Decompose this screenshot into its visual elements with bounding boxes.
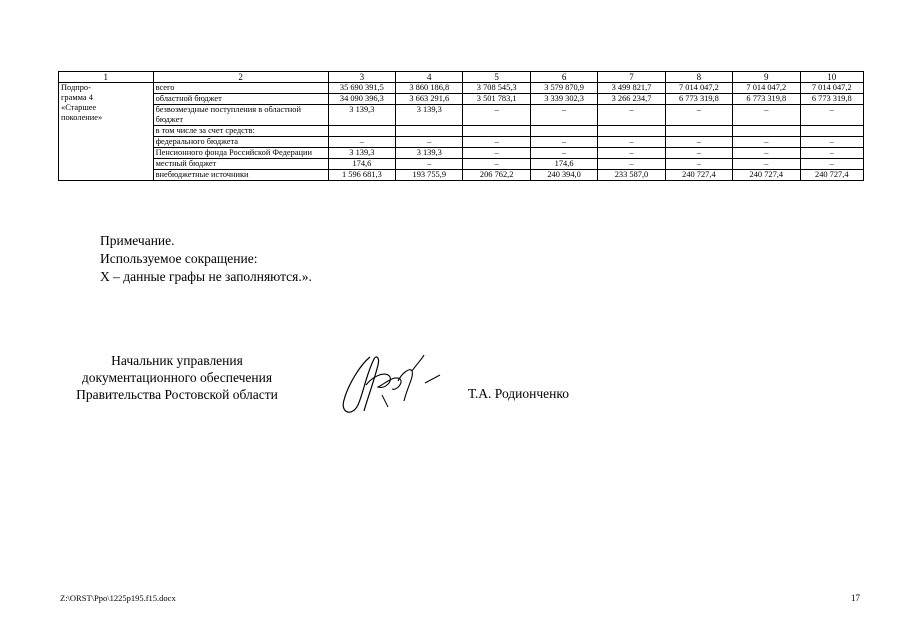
note-abbreviation-x: Х – данные графы не заполняются.». <box>100 269 312 284</box>
value-cell: – <box>800 148 864 159</box>
value-cell: 6 773 319,8 <box>665 94 732 105</box>
column-number-header: 10 <box>800 72 864 83</box>
value-cell: – <box>665 105 732 126</box>
value-cell: 240 727,4 <box>665 170 732 181</box>
value-cell: 6 773 319,8 <box>800 94 864 105</box>
page-number: 17 <box>851 593 860 603</box>
table-row <box>59 126 864 137</box>
program-name-line: грамма 4 <box>61 93 93 102</box>
program-name-line: «Старшее <box>61 103 97 112</box>
budget-table <box>58 71 864 181</box>
position-line: Правительства Ростовской области <box>76 387 278 402</box>
position-line: документационного обеспечения <box>81 370 273 385</box>
funding-source-label: безвозмездные поступления в областной бюджет <box>153 105 328 126</box>
value-cell: 3 139,3 <box>328 148 395 159</box>
value-cell <box>733 126 800 137</box>
value-cell: – <box>598 105 665 126</box>
value-cell: – <box>396 159 463 170</box>
table-row <box>59 148 864 159</box>
value-cell <box>463 126 530 137</box>
signatory-position <box>52 352 302 403</box>
value-cell: 3 139,3 <box>328 105 395 126</box>
value-cell: – <box>463 137 530 148</box>
value-cell: 3 139,3 <box>396 148 463 159</box>
column-number-header: 1 <box>59 72 154 83</box>
column-number-header: 2 <box>153 72 328 83</box>
value-cell: – <box>733 137 800 148</box>
value-cell: – <box>733 105 800 126</box>
program-name-line: Подпро- <box>61 83 91 92</box>
column-number-header: 7 <box>598 72 665 83</box>
value-cell: 1 596 681,3 <box>328 170 395 181</box>
funding-source-label: областной бюджет <box>153 94 328 105</box>
table-row <box>59 105 864 126</box>
value-cell: 3 139,3 <box>396 105 463 126</box>
value-cell: – <box>530 137 597 148</box>
value-cell <box>396 126 463 137</box>
value-cell: – <box>598 159 665 170</box>
funding-source-label: в том числе за счет средств: <box>153 126 328 137</box>
value-cell <box>598 126 665 137</box>
value-cell: – <box>463 159 530 170</box>
value-cell <box>328 126 395 137</box>
column-number-header: 5 <box>463 72 530 83</box>
funding-source-label: внебюджетные источники <box>153 170 328 181</box>
value-cell: 35 690 391,5 <box>328 83 395 94</box>
funding-source-label: местный бюджет <box>153 159 328 170</box>
table-row <box>59 83 864 94</box>
value-cell: – <box>463 105 530 126</box>
value-cell: 3 501 783,1 <box>463 94 530 105</box>
value-cell: 3 499 821,7 <box>598 83 665 94</box>
table-row <box>59 137 864 148</box>
value-cell: – <box>733 148 800 159</box>
value-cell: – <box>598 148 665 159</box>
value-cell: 240 727,4 <box>800 170 864 181</box>
funding-source-label: всего <box>153 83 328 94</box>
value-cell: 3 579 870,9 <box>530 83 597 94</box>
note-abbreviation-intro: Используемое сокращение: <box>100 251 258 266</box>
handwritten-signature <box>330 345 450 425</box>
value-cell: – <box>800 137 864 148</box>
value-cell: 240 727,4 <box>733 170 800 181</box>
column-number-header: 8 <box>665 72 732 83</box>
value-cell: 3 663 291,6 <box>396 94 463 105</box>
column-number-header: 3 <box>328 72 395 83</box>
value-cell: – <box>530 148 597 159</box>
value-cell <box>665 126 732 137</box>
value-cell: 3 860 186,8 <box>396 83 463 94</box>
value-cell: 7 014 047,2 <box>733 83 800 94</box>
value-cell: 7 014 047,2 <box>665 83 732 94</box>
value-cell: 7 014 047,2 <box>800 83 864 94</box>
note-title: Примечание. <box>100 233 175 248</box>
value-cell: – <box>733 159 800 170</box>
value-cell: 240 394,0 <box>530 170 597 181</box>
column-number-header: 9 <box>733 72 800 83</box>
funding-source-label: федерального бюджета <box>153 137 328 148</box>
value-cell: 233 587,0 <box>598 170 665 181</box>
value-cell <box>530 126 597 137</box>
value-cell: – <box>598 137 665 148</box>
value-cell: 193 755,9 <box>396 170 463 181</box>
header-row <box>59 72 864 83</box>
value-cell: 3 339 302,3 <box>530 94 597 105</box>
position-line: Начальник управления <box>111 353 243 368</box>
value-cell: – <box>530 105 597 126</box>
value-cell: 3 266 234,7 <box>598 94 665 105</box>
value-cell: – <box>463 148 530 159</box>
value-cell: – <box>328 137 395 148</box>
note-block <box>100 232 312 286</box>
value-cell: – <box>665 137 732 148</box>
column-number-header: 6 <box>530 72 597 83</box>
value-cell: 174,6 <box>530 159 597 170</box>
value-cell: 206 762,2 <box>463 170 530 181</box>
value-cell: – <box>665 148 732 159</box>
value-cell: – <box>800 159 864 170</box>
signatory-name: Т.А. Родионченко <box>468 386 569 401</box>
program-name-cell <box>59 83 154 181</box>
value-cell: 6 773 319,8 <box>733 94 800 105</box>
file-path: Z:\ORST\Ppo\1225p195.f15.docx <box>60 593 176 603</box>
value-cell: 34 090 396,3 <box>328 94 395 105</box>
value-cell: 174,6 <box>328 159 395 170</box>
table-row <box>59 159 864 170</box>
funding-source-label: Пенсионного фонда Российской Федерации <box>153 148 328 159</box>
table-row <box>59 94 864 105</box>
value-cell: 3 708 545,3 <box>463 83 530 94</box>
value-cell: – <box>396 137 463 148</box>
value-cell <box>800 126 864 137</box>
value-cell: – <box>800 105 864 126</box>
value-cell: – <box>665 159 732 170</box>
program-name-line: поколение» <box>61 113 103 122</box>
table-row <box>59 170 864 181</box>
column-number-header: 4 <box>396 72 463 83</box>
